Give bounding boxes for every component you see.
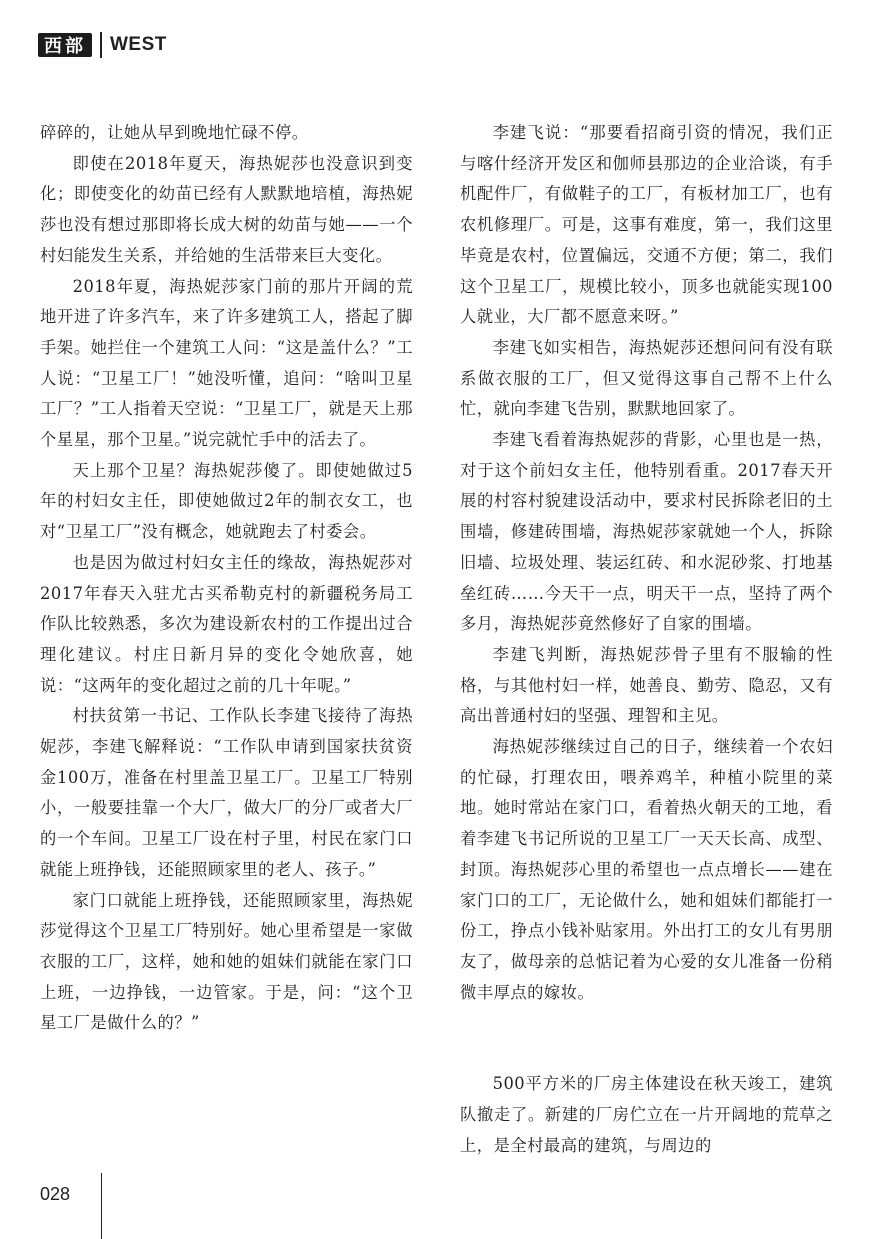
paragraph: 李建飞看着海热妮莎的背影，心里也是一热，对于这个前妇女主任，他特别看重。2017春天开展的村容村貌建设活动中，要求村民拆除老旧的土围墙，修建砖围墙，海热妮莎家就她一个人，拆除旧墙、垃圾处理、装运红砖、和水泥砂浆、打地基垒红砖……今天干一点，明天干一点，坚持了两个多月，海热妮莎竟然修好了自家的围墙。 (460, 430, 833, 634)
paragraph: 海热妮莎继续过自己的日子，继续着一个农妇的忙碌，打理农田，喂养鸡羊，种植小院里的菜地。她时常站在家门口，看着热火朝天的工地，看着李建飞书记所说的卫星工厂一天天长高、成型、封顶。海热妮莎心里的希望也一点点增长——建在家门口的工厂，无论做什么，她和姐妹们都能打一份工，挣点小钱补贴家用。外出打工的女儿有男朋友了，做母亲的总惦记着为心爱的女儿准备一份稍微丰厚点的嫁妆。 (460, 737, 833, 1002)
paragraph: 碎碎的，让她从早到晚地忙碌不停。 (40, 123, 309, 142)
logo-text: 西部 (44, 36, 86, 57)
header-divider (100, 32, 102, 58)
right-column (460, 118, 833, 1162)
paragraph: 500平方米的厂房主体建设在秋天竣工，建筑队撤走了。新建的厂房伫立在一片开阔地的荒草之上，是全村最高的建筑，与周边的 (460, 1074, 833, 1155)
section-title: WEST (110, 34, 167, 55)
paragraph: 村扶贫第一书记、工作队长李建飞接待了海热妮莎，李建飞解释说：“工作队申请到国家扶贫资金100万，准备在村里盖卫星工厂。卫星工厂特别小，一般要挂靠一个大厂，做大厂的分厂或者大厂的一个车间。卫星工厂设在村子里，村民在家门口就能上班挣钱，还能照顾家里的老人、孩子。” (40, 706, 413, 879)
paragraph: 李建飞说：“那要看招商引资的情况，我们正与喀什经济开发区和伽师县那边的企业洽谈，有手机配件厂，有做鞋子的工厂，有板材加工厂，也有农机修理厂。可是，这事有难度，第一，我们这里毕竟是农村，位置偏远，交通不方便；第二，我们这个卫星工厂，规模比较小，顶多也就能实现100人就业，大厂都不愿意来呀。” (460, 123, 833, 327)
page-header (38, 30, 167, 60)
paragraph: 天上那个卫星？海热妮莎傻了。即使她做过5年的村妇女主任，即使她做过2年的制衣女工，也对“卫星工厂”没有概念，她就跑去了村委会。 (40, 460, 413, 542)
paragraph: 家门口就能上班挣钱，还能照顾家里，海热妮莎觉得这个卫星工厂特别好。她心里希望是一家做衣服的工厂，这样，她和她的姐妹们就能在家门口上班，一边挣钱，一边管家。于是，问：“这个卫星工厂是做什么的？” (40, 890, 413, 1033)
paragraph: 李建飞判断，海热妮莎骨子里有不服输的性格，与其他村妇一样，她善良、勤劳、隐忍，又有高出普通村妇的坚强、理智和主见。 (460, 644, 833, 726)
footer-divider (101, 1173, 102, 1239)
paragraph: 也是因为做过村妇女主任的缘故，海热妮莎对2017年春天入驻尤古买希勒克村的新疆税务局工作队比较熟悉，多次为建设新农村的工作提出过合理化建议。村庄日新月异的变化令她欣喜，她说：“这两年的变化超过之前的几十年呢。” (40, 552, 413, 695)
left-column (40, 118, 413, 1039)
page-number: 028 (40, 1184, 71, 1204)
paragraph: 即使在2018年夏天，海热妮莎也没意识到变化；即使变化的幼苗已经有人默默地培植，海热妮莎也没有想过那即将长成大树的幼苗与她——一个村妇能发生关系，并给她的生活带来巨大变化。 (40, 153, 413, 265)
magazine-logo (38, 33, 92, 57)
paragraph: 李建飞如实相告，海热妮莎还想问问有没有联系做衣服的工厂，但又觉得这事自己帮不上什么忙，就向李建飞告别，默默地回家了。 (460, 337, 833, 419)
section-break (460, 1008, 833, 1069)
paragraph: 2018年夏，海热妮莎家门前的那片开阔的荒地开进了许多汽车，来了许多建筑工人，搭起了脚手架。她拦住一个建筑工人问：“这是盖什么？”工人说：“卫星工厂！”她没听懂，追问：“啥叫卫星工厂？”工人指着天空说：“卫星工厂，就是天上那个星星，那个卫星。”说完就忙手中的活去了。 (40, 276, 413, 450)
